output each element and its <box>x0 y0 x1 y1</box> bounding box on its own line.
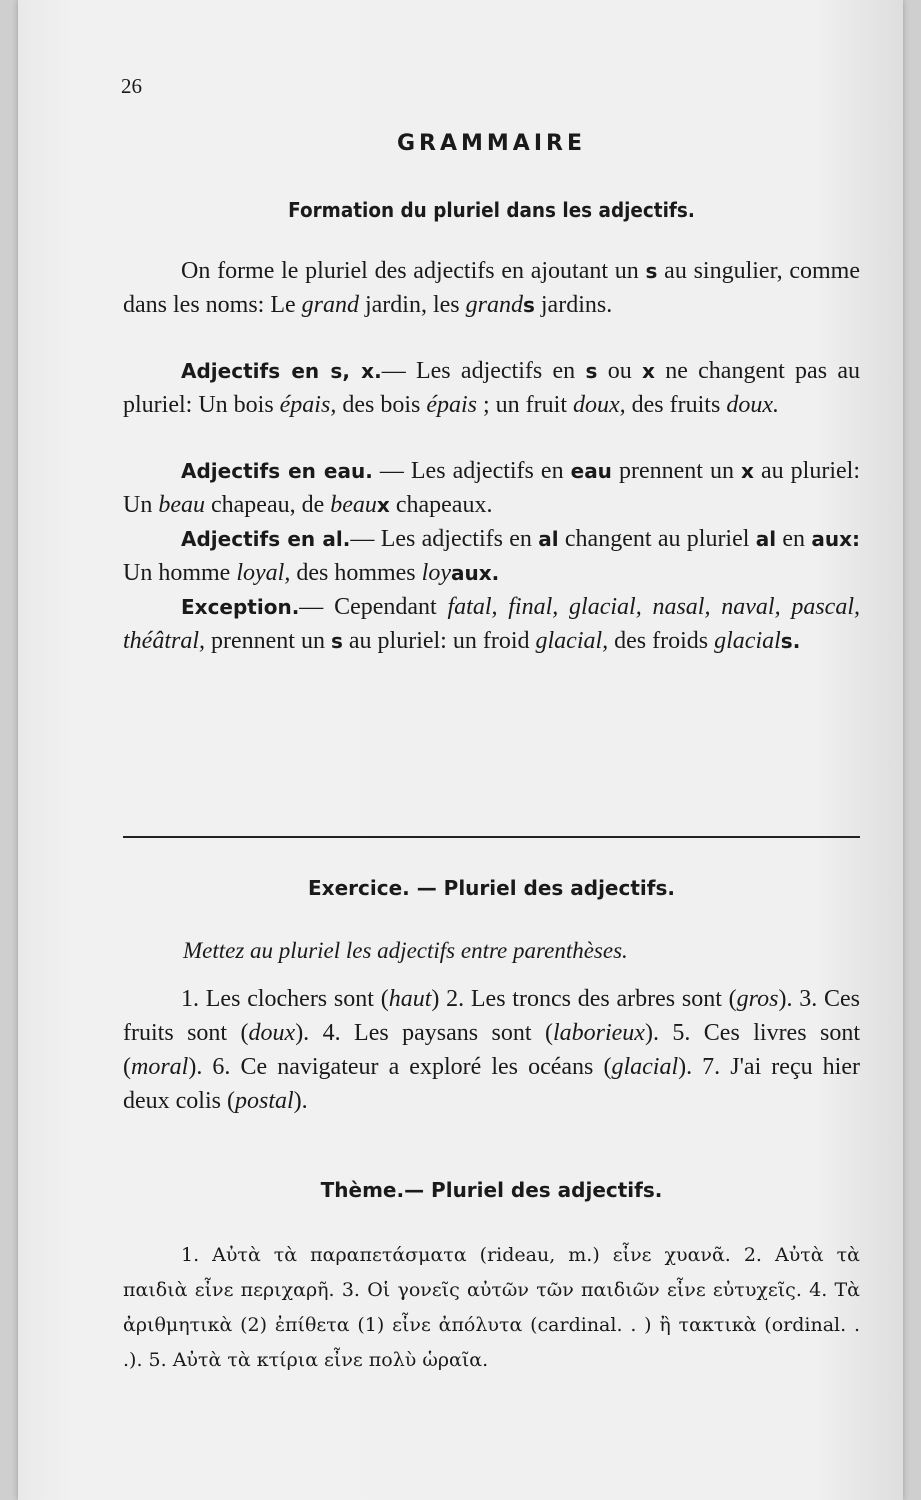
rule-label: Adjectifs en al. <box>181 527 351 551</box>
page <box>18 0 903 1500</box>
exception-paragraph: Exception.— Cependant fatal, final, glacial, nasal, naval, pascal, théâtral, prennent un s au pluriel: un froid glacial, des froids glacials. <box>123 594 860 654</box>
intro-paragraph: On forme le pluriel des adjectifs en ajoutant un s au singulier, comme dans les noms: Le grand jardin, les grands jardins. <box>123 258 860 318</box>
rule-label: Adjectifs en s, x. <box>181 359 382 383</box>
rule-sx-paragraph: Adjectifs en s, x.— Les adjectifs en s ou x ne changent pas au pluriel: Un bois épais, des bois épais ; un fruit doux, des fruits doux. <box>123 358 860 418</box>
page-number: 26 <box>121 74 142 98</box>
exception-label: Exception. <box>181 595 300 619</box>
rule-label: Adjectifs en eau. <box>181 459 373 483</box>
rule-eau-paragraph: Adjectifs en eau. — Les adjectifs en eau prennent un x au pluriel: Un beau chapeau, de beaux chapeaux. <box>123 458 860 518</box>
exercise-title: Exercice. — Pluriel des adjectifs. <box>308 876 675 900</box>
theme-title: Thème.— Pluriel des adjectifs. <box>320 1178 663 1202</box>
rule-al-paragraph: Adjectifs en al.— Les adjectifs en al changent au pluriel al en aux: Un homme loyal, des hommes loyaux. <box>123 526 860 586</box>
section-subtitle: Formation du pluriel dans les adjectifs. <box>288 198 695 222</box>
exercise-body: 1. Les clochers sont (haut) 2. Les troncs des arbres sont (gros). 3. Ces fruits sont (doux). 4. Les paysans sont (laborieux). 5. Ces livres sont (moral). 6. Ce navigateur a exploré les océans (glacial). 7. J'ai reçu hier deux colis (postal). <box>123 986 860 1114</box>
section-divider <box>123 836 860 838</box>
section-title: GRAMMAIRE <box>397 131 586 156</box>
exercise-instruction: Mettez au pluriel les adjectifs entre parenthèses. <box>183 938 628 963</box>
theme-text: 1. Αὐτὰ τὰ παραπετάσματα (rideau, m.) εἶνε χυανᾶ. 2. Αὐτὰ τὰ παιδιὰ εἶνε περιχαρῆ. 3. Οἱ γονεῖς αὐτῶν τῶν παιδιῶν εἶνε εὐτυχεῖς. 4. Τὰ ἀριθμητικὰ (2) ἐπίθετα (1) εἶνε ἀπόλυτα (cardinal. . ) ἢ τακτικὰ (ordinal. . .). 5. Αὐτὰ τὰ κτίρια εἶνε πολὺ ὡραῖα. <box>123 1244 860 1371</box>
